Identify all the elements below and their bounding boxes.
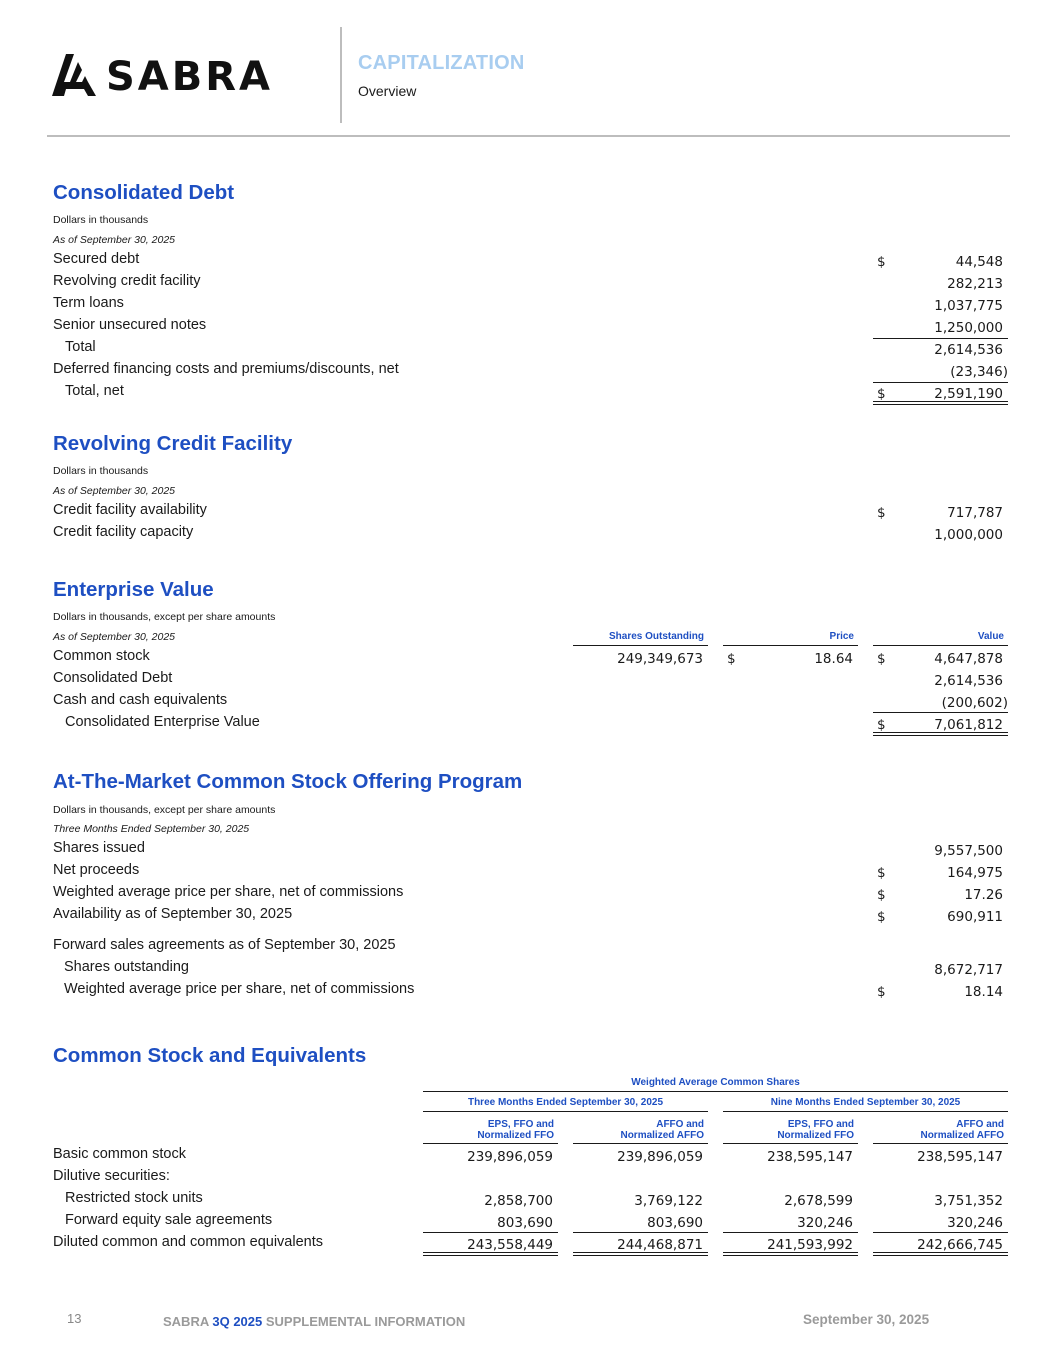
- value-term-loans: 1,037,775: [934, 298, 1003, 314]
- double-total-rule: [573, 1252, 708, 1256]
- row-label-forward-sales: Forward sales agreements as of September 30, 2025: [53, 937, 396, 953]
- value-capacity: 1,000,000: [934, 527, 1003, 543]
- units-note: Dollars in thousands, except per share amounts: [53, 804, 276, 816]
- cell-value: 244,468,871: [617, 1237, 703, 1253]
- cell-value: 3,769,122: [634, 1193, 703, 1209]
- subtotal-rule: [873, 338, 1008, 339]
- row-label-weighted-price: Weighted average price per share, net of commissions: [53, 884, 404, 900]
- col-header-rule: [873, 1143, 1008, 1144]
- row-label-common-stock: Common stock: [53, 648, 150, 664]
- cell-value: 242,666,745: [917, 1237, 1003, 1253]
- double-total-rule: [723, 1252, 858, 1256]
- dollar-sign: $: [877, 887, 886, 903]
- dollar-sign: $: [877, 505, 886, 521]
- period-header-three-months: Three Months Ended September 30, 2025: [467, 1097, 664, 1108]
- value-weighted-price: 17.26: [964, 887, 1003, 903]
- sabra-logo: [52, 52, 297, 98]
- dollar-sign: $: [877, 865, 886, 881]
- value-price: 18.64: [814, 651, 853, 667]
- row-label-availability: Availability as of September 30, 2025: [53, 906, 293, 922]
- col-header-rule: [873, 645, 1008, 646]
- section-title-consolidated-debt: Consolidated Debt: [53, 181, 235, 204]
- row-label-secured-debt: Secured debt: [53, 251, 140, 267]
- col-header-eps-ffo: EPS, FFO and Normalized FFO: [777, 1119, 854, 1141]
- value-net-proceeds: 164,975: [947, 865, 1003, 881]
- value-revolving: 282,213: [947, 276, 1003, 292]
- dollar-sign: $: [877, 254, 886, 270]
- brand-wordmark: SABRA: [106, 54, 274, 98]
- double-total-rule: [423, 1252, 558, 1256]
- value-consolidated-debt: 2,614,536: [934, 673, 1003, 689]
- double-total-rule: [873, 401, 1008, 405]
- footer-label: SABRA 3Q 2025 SUPPLEMENTAL INFORMATION: [163, 1314, 466, 1329]
- row-label-senior-notes: Senior unsecured notes: [53, 317, 207, 333]
- value-shares-outstanding: 249,349,673: [617, 651, 703, 667]
- dollar-sign: $: [877, 717, 886, 733]
- dollar-sign: $: [877, 386, 886, 402]
- col-header-rule: [423, 1143, 558, 1144]
- cell-value: 238,595,147: [917, 1149, 1003, 1165]
- period-note: Three Months Ended September 30, 2025: [53, 823, 250, 835]
- as-of-note: As of September 30, 2025: [53, 234, 175, 246]
- row-label-forward-equity: Forward equity sale agreements: [65, 1212, 273, 1228]
- value-senior-notes: 1,250,000: [934, 320, 1003, 336]
- value-cash: (200,602): [941, 695, 1008, 711]
- footer-date: September 30, 2025: [803, 1312, 930, 1327]
- value-availability: 717,787: [947, 505, 1003, 521]
- value-atm-availability: 690,911: [947, 909, 1003, 925]
- row-label-basic: Basic common stock: [53, 1146, 186, 1162]
- period-header-rule: [723, 1111, 1008, 1112]
- units-note: Dollars in thousands: [53, 214, 149, 226]
- subtotal-rule: [873, 1232, 1008, 1233]
- cell-value: 239,896,059: [467, 1149, 553, 1165]
- value-common-stock: 4,647,878: [934, 651, 1003, 667]
- row-label-total: Total: [65, 339, 96, 355]
- row-label-total-net: Total, net: [65, 383, 124, 399]
- cell-value: 803,690: [647, 1215, 703, 1231]
- value-secured-debt: 44,548: [955, 254, 1003, 270]
- cell-value: 2,858,700: [484, 1193, 553, 1209]
- col-header-rule: [573, 1143, 708, 1144]
- row-label-deferred: Deferred financing costs and premiums/discounts, net: [53, 361, 399, 377]
- as-of-note: As of September 30, 2025: [53, 631, 175, 643]
- row-label-diluted: Diluted common and common equivalents: [53, 1234, 323, 1250]
- subtotal-rule: [723, 1232, 858, 1233]
- value-deferred: (23,346): [950, 364, 1008, 380]
- col-header-rule: [723, 645, 858, 646]
- row-label-availability: Credit facility availability: [53, 502, 207, 518]
- section-title-enterprise-value: Enterprise Value: [53, 578, 214, 601]
- cell-value: 239,896,059: [617, 1149, 703, 1165]
- cell-value: 320,246: [797, 1215, 853, 1231]
- period-header-nine-months: Nine Months Ended September 30, 2025: [770, 1097, 961, 1108]
- col-header-affo: AFFO and Normalized AFFO: [920, 1119, 1004, 1141]
- cell-value: 320,246: [947, 1215, 1003, 1231]
- group-header-weighted-shares: Weighted Average Common Shares: [631, 1077, 800, 1088]
- row-label-enterprise-value: Consolidated Enterprise Value: [65, 714, 260, 730]
- col-header-rule: [573, 645, 708, 646]
- page-subtitle: Overview: [358, 83, 417, 99]
- row-label-rsu: Restricted stock units: [65, 1190, 203, 1206]
- value-forward-shares: 8,672,717: [934, 962, 1003, 978]
- row-label-forward-price: Weighted average price per share, net of commissions: [64, 981, 415, 997]
- value-total: 2,614,536: [934, 342, 1003, 358]
- subtotal-rule: [573, 1232, 708, 1233]
- section-title-revolving: Revolving Credit Facility: [53, 432, 293, 455]
- row-label-shares-issued: Shares issued: [53, 840, 145, 856]
- section-title-common-stock: Common Stock and Equivalents: [53, 1044, 367, 1067]
- cell-value: 3,751,352: [934, 1193, 1003, 1209]
- page-number: 13: [67, 1311, 82, 1326]
- double-total-rule: [873, 732, 1008, 736]
- section-title-atm: At-The-Market Common Stock Offering Program: [53, 770, 523, 793]
- page-title: CAPITALIZATION: [358, 52, 525, 74]
- value-forward-price: 18.14: [964, 984, 1003, 1000]
- subtotal-rule: [423, 1232, 558, 1233]
- cell-value: 241,593,992: [767, 1237, 853, 1253]
- double-total-rule: [873, 1252, 1008, 1256]
- row-label-cash: Cash and cash equivalents: [53, 692, 228, 708]
- value-enterprise-value: 7,061,812: [934, 717, 1003, 733]
- cell-value: 238,595,147: [767, 1149, 853, 1165]
- cell-value: 2,678,599: [784, 1193, 853, 1209]
- value-total-net: 2,591,190: [934, 386, 1003, 402]
- cell-value: 803,690: [497, 1215, 553, 1231]
- value-shares-issued: 9,557,500: [934, 843, 1003, 859]
- dollar-sign: $: [877, 651, 886, 667]
- group-header-rule: [423, 1091, 1008, 1092]
- col-header-rule: [723, 1143, 858, 1144]
- header-divider: [340, 27, 342, 123]
- subtotal-rule: [873, 712, 1008, 713]
- period-header-rule: [423, 1111, 708, 1112]
- as-of-note: As of September 30, 2025: [53, 485, 175, 497]
- row-label-consolidated-debt: Consolidated Debt: [53, 670, 173, 686]
- dollar-sign: $: [877, 909, 886, 925]
- row-label-capacity: Credit facility capacity: [53, 524, 194, 540]
- header-rule: [47, 135, 1010, 137]
- row-label-forward-shares: Shares outstanding: [64, 959, 189, 975]
- col-header-eps-ffo: EPS, FFO and Normalized FFO: [477, 1119, 554, 1141]
- units-note: Dollars in thousands: [53, 465, 149, 477]
- row-label-dilutive: Dilutive securities:: [53, 1168, 170, 1184]
- col-header-price: Price: [829, 631, 854, 642]
- row-label-net-proceeds: Net proceeds: [53, 862, 140, 878]
- row-label-revolving: Revolving credit facility: [53, 273, 201, 289]
- col-header-shares: Shares Outstanding: [608, 631, 704, 642]
- dollar-sign: $: [877, 984, 886, 1000]
- row-label-term-loans: Term loans: [53, 295, 124, 311]
- units-note: Dollars in thousands, except per share amounts: [53, 611, 276, 623]
- col-header-value: Value: [977, 631, 1004, 642]
- col-header-affo: AFFO and Normalized AFFO: [620, 1119, 704, 1141]
- subtotal-rule: [873, 382, 1008, 383]
- cell-value: 243,558,449: [467, 1237, 553, 1253]
- dollar-sign: $: [727, 651, 736, 667]
